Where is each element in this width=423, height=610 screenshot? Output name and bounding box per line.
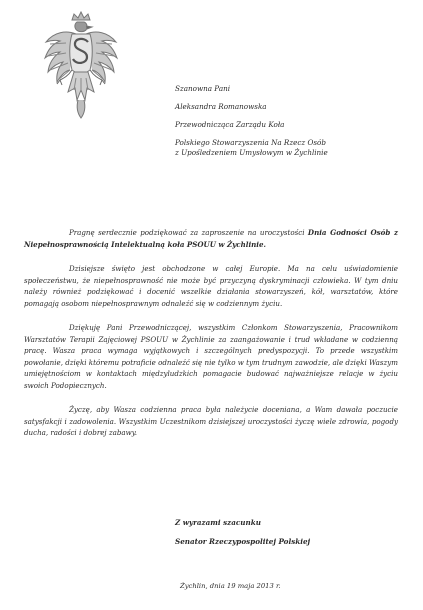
addressee-block [175, 84, 405, 158]
salutation: Szanowna Pani [175, 84, 231, 93]
addressee-position: Przewodnicząca Zarządu Koła [175, 120, 285, 129]
letter-body [24, 227, 398, 452]
eagle-emblem-icon [42, 10, 120, 122]
paragraph-wishes: Życzę, aby Wasza codzienna praca była należycie doceniana, a Wam dawała poczucie satysfakcji i zadowolenia. Wszystkim Uczestnikom dzisiejszej uroczystości życzę wiele zdrowia, pogody ducha, radości i dobrej zabawy. [24, 405, 398, 437]
signature-title: Senator Rzeczypospolitej Polskiej [175, 537, 311, 546]
closing-block [175, 518, 310, 547]
paragraph-thanks [24, 227, 398, 250]
addressee-organization-line1: Polskiego Stowarzyszenia Na Rzecz Osób [175, 138, 326, 147]
closing-regards: Z wyrazami szacunku [175, 518, 261, 527]
addressee-organization-line2: z Upośledzeniem Umysłowym w Żychlinie [175, 148, 328, 157]
place-date: Żychlin, dnia 19 maja 2013 r. [180, 582, 281, 590]
paragraph-holiday: Dzisiejsze święto jest obchodzone w całej Europie. Ma na celu uświadomienie społeczeństwu, że niepełnosprawność nie może być przyczyną dyskryminacji człowieka. W tym dniu należy również podziękować i docenić wszelkie działania stowarzyszeń, kół, warsztatów, które pomagają osobom niepełnosprawnym odnaleźć się w codziennym życiu. [24, 264, 398, 308]
paragraph-thanks-text: Pragnę serdecznie podziękować za zaproszenie na uroczystości [69, 228, 308, 237]
paragraph-gratitude: Dziękuję Pani Przewodniczącej, wszystkim Członkom Stowarzyszenia, Pracownikom Warsztatów Terapii Zajęciowej PSOUU w Żychlinie za zaangażowanie i trud wkładane w codzienną pracę. Wasza praca wymaga wyjątkowych i szczególnych predyspozycji. To przede wszystkim powołanie, dzięki któremu potraficie odnaleźć się nie tylko w tym trudnym zawodzie, ale dzięki Waszym umiejętnościom w kontaktach międzyludzkich pomagacie budować najważniejsze relacje w życiu swoich Podopiecznych. [24, 323, 398, 390]
event-name: Dnia Godności Osób z Niepełnosprawnością Intelektualną koła PSOUU w Żychlinie. [24, 228, 398, 249]
addressee-name: Aleksandra Romanowska [175, 102, 267, 111]
